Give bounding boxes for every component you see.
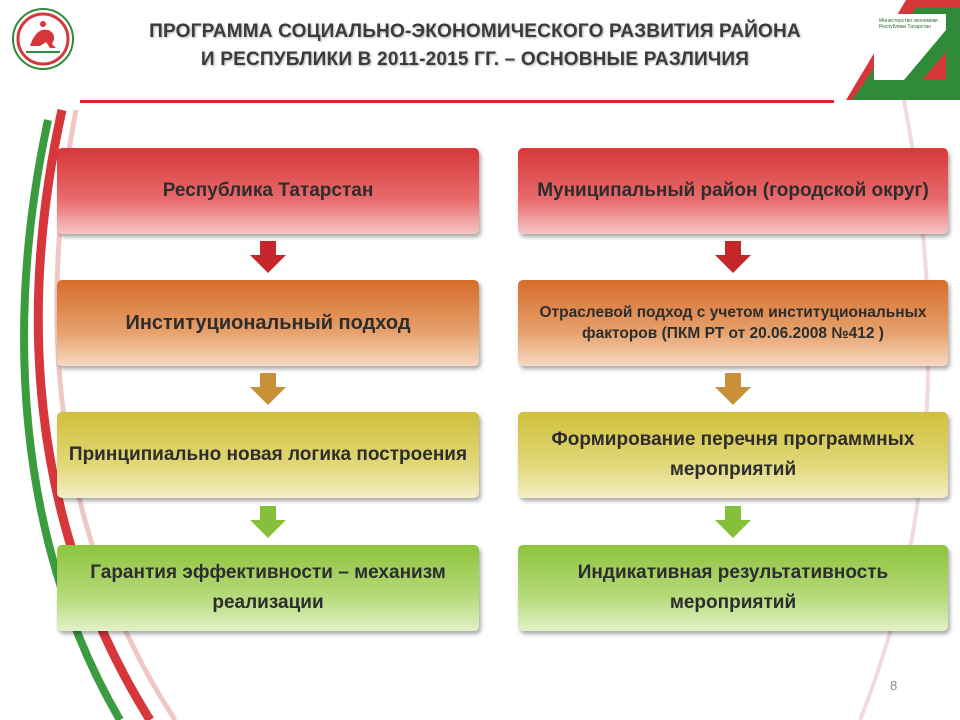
left-box-4 (57, 545, 479, 631)
left-box-2-text: Институциональный подход (125, 311, 411, 334)
down-arrow-icon (248, 373, 288, 407)
page-title (80, 18, 870, 74)
right-box-1-text: Муниципальный район (городской округ) (537, 180, 929, 201)
right-box-2 (518, 280, 948, 366)
right-box-4-text: Индикативная результативность мероприятий (577, 562, 889, 613)
ministry-logo-text-line2: Республики Татарстан (879, 24, 931, 30)
left-box-1-text: Республика Татарстан (162, 180, 374, 201)
tatarstan-emblem-icon (12, 8, 74, 70)
right-box-2-text: Отраслевой подход с учетом институциональных факторов (ПКМ РТ от 20.06.2008 №412 ) (539, 304, 927, 342)
left-box-3 (57, 412, 479, 498)
down-arrow-icon (248, 506, 288, 540)
left-box-4-text: Гарантия эффективности – механизм реализации (90, 562, 446, 613)
right-box-4 (518, 545, 948, 631)
title-underline (80, 100, 834, 103)
down-arrow-icon (248, 241, 288, 275)
down-arrow-icon (713, 241, 753, 275)
left-box-2 (57, 280, 479, 366)
left-box-3-text: Принципиально новая логика построения (68, 444, 468, 465)
right-box-3 (518, 412, 948, 498)
right-box-1 (518, 148, 948, 234)
down-arrow-icon (713, 506, 753, 540)
ministry-logo-text (879, 18, 941, 30)
down-arrow-icon (713, 373, 753, 407)
page-title-line1: ПРОГРАММА СОЦИАЛЬНО-ЭКОНОМИЧЕСКОГО РАЗВИТИЯ РАЙОНА (149, 21, 801, 42)
page-title-line2: И РЕСПУБЛИКИ В 2011-2015 ГГ. – ОСНОВНЫЕ РАЗЛИЧИЯ (200, 49, 750, 70)
ministry-logo-text-line1: Министерство экономики (879, 18, 938, 24)
page-number: 8 (890, 678, 898, 693)
left-box-1 (57, 148, 479, 234)
right-box-3-text: Формирование перечня программных мероприятий (551, 429, 915, 480)
